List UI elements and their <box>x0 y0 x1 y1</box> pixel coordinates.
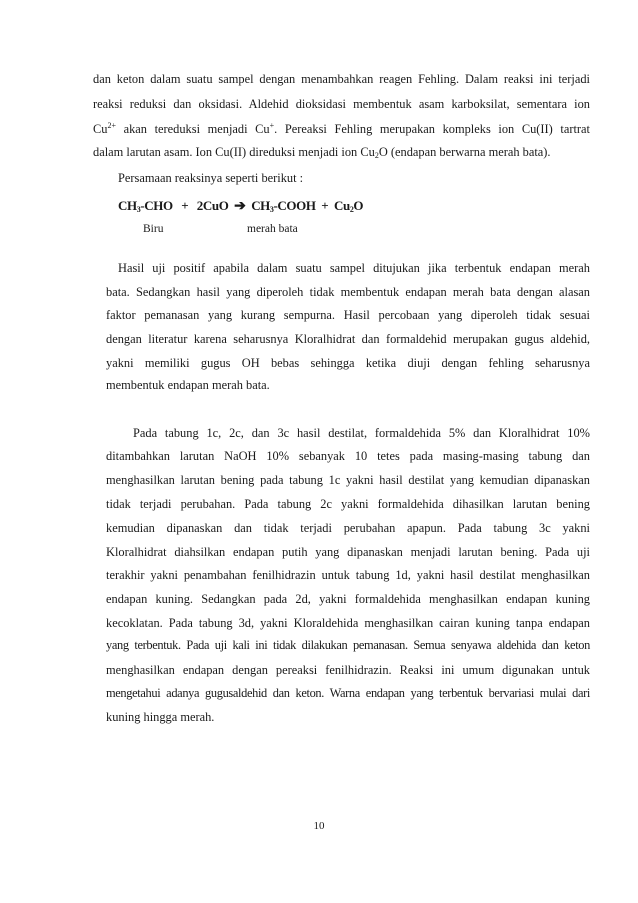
reaction-equation: $CH_3$-CHO + 2CuO ➔ $CH_3$-COOH + $Cu_2O$ <box>118 198 364 214</box>
tubes-line-13: kuning hingga merah. <box>106 710 215 724</box>
tubes-line-4: tidak terjadi perubahan. Pada tabung 2c yakni formaldehida dihasilkan larutan bening <box>106 497 590 511</box>
result-line-4: dengan literatur karena seharusnya Kloralhidrat dan formaldehid merupakan gugus aldehid, <box>106 332 590 346</box>
tubes-line-11: menghasilkan endapan dengan pereaksi fenilhidrazin. Reaksi ini umum digunakan untuk <box>106 663 590 677</box>
reactant-color-label: Biru <box>143 223 164 235</box>
reaction-intro: Persamaan reaksinya seperti berikut : <box>118 171 304 185</box>
result-line-2: bata. Sedangkan hasil yang diperoleh tidak membentuk endapan merah bata dengan alasan <box>106 285 590 299</box>
reaction-arrow-icon: ➔ <box>234 199 246 214</box>
tubes-line-6: Kloralhidrat diahsilkan endapan putih yang dipanaskan menjadi larutan bening. Pada uji <box>106 545 590 559</box>
result-line-5: yakni memiliki gugus OH bebas sehingga ketika diuji dengan fehling seharusnya <box>106 356 590 370</box>
tubes-line-8: endapan kuning. Sedangkan pada 2d, yakni formaldehida menghasilkan endapan kuning <box>106 592 590 606</box>
intro-line-4: dalam larutan asam. Ion Cu(II) direduksi menjadi ion $Cu_2O$ (endapan berwarna merah bata). <box>93 145 551 160</box>
tubes-line-10: yang terbentuk. Pada uji kali ini tidak dilakukan pemanasan. Semua senyawa aldehida dan keton <box>106 638 590 652</box>
intro-line-1: dan keton dalam suatu sampel dengan menambahkan reagen Fehling. Dalam reaksi ini terjadi <box>93 72 590 86</box>
tubes-line-7: terakhir yakni penambahan fenilhidrazin untuk tabung 1d, yakni hasil destilat menghasilkan <box>106 568 590 582</box>
result-line-6: membentuk endapan merah bata. <box>106 378 270 392</box>
tubes-line-2: ditambahkan larutan NaOH 10% sebanyak 10 tetes pada masing-masing tabung dan <box>106 449 590 463</box>
intro-line-3: $Cu^{2+}$ akan tereduksi menjadi Cu+. Pereaksi Fehling merupakan kompleks ion Cu(II) tartrat <box>93 121 590 136</box>
result-line-3: faktor pemanasan yang kurang sempurna. Hasil percobaan yang diperoleh tidak sesuai <box>106 308 590 322</box>
tubes-line-3: menghasilkan larutan bening pada tabung 1c yakni hasil destilat yang kemudian dipanaskan <box>106 473 590 487</box>
page-number: 10 <box>313 820 325 832</box>
tubes-line-9: kecoklatan. Pada tabung 3d, yakni Kloraldehida menghasilkan cairan kuning tanpa endapan <box>106 616 590 630</box>
result-line-1: Hasil uji positif apabila dalam suatu sampel ditujukan jika terbentuk endapan merah <box>118 261 590 275</box>
tubes-line-1: Pada tabung 1c, 2c, dan 3c hasil destilat, formaldehida 5% dan Kloralhidrat 10% <box>133 426 590 440</box>
product-color-label: merah bata <box>247 223 298 235</box>
tubes-line-5: kemudian dipanaskan dan tidak terjadi perubahan apapun. Pada tabung 3c yakni <box>106 521 590 535</box>
intro-line-2: reaksi reduksi dan oksidasi. Aldehid dioksidasi membentuk asam karboksilat, sementara ion <box>93 97 590 111</box>
tubes-line-12: mengetahui adanya gugusaldehid dan keton. Warna endapan yang terbentuk bervariasi mulai dari <box>106 686 590 700</box>
